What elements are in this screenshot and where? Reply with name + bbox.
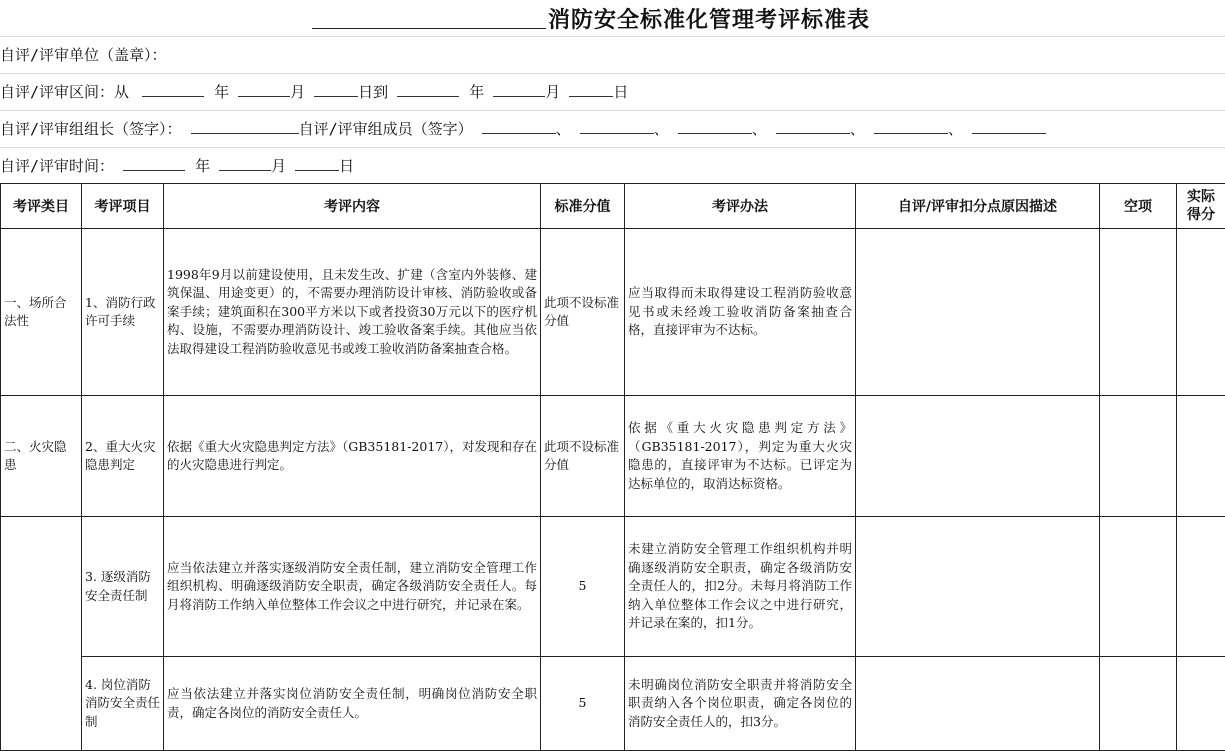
row-actual-score-cell[interactable]	[1177, 229, 1225, 396]
row-item: 2、重大火灾隐患判定	[82, 396, 164, 517]
row-score: 5	[541, 517, 625, 657]
header-item: 考评项目	[82, 184, 164, 229]
row-score: 此项不设标准分值	[541, 229, 625, 396]
row-empty-item-cell[interactable]	[1100, 517, 1177, 657]
row-method: 未明确岗位消防安全职责并将消防安全职责纳入各个岗位职责，确定各岗位的消防安全责任人的，扣3分。	[625, 657, 856, 751]
header-score: 标准分值	[541, 184, 625, 229]
row-method: 应当取得而未取得建设工程消防验收意见书或未经竣工验收消防备案抽查合格，直接评审为不达标。	[625, 229, 856, 396]
row-actual-score-cell[interactable]	[1177, 517, 1225, 657]
row-deduction-reason-cell[interactable]	[856, 396, 1100, 517]
members-label: 自评/评审组成员（签字）	[299, 120, 473, 138]
period-from-year-label: 年	[214, 83, 229, 101]
row-item: 3. 逐级消防安全责任制	[82, 517, 164, 657]
row-deduction-reason-cell[interactable]	[856, 657, 1100, 751]
period-to-year-label: 年	[469, 83, 484, 101]
member-signature-blank[interactable]	[678, 115, 752, 134]
row-category	[1, 517, 82, 657]
title-bar	[0, 0, 1225, 36]
table-header-row	[1, 184, 1225, 229]
row-deduction-reason-cell[interactable]	[856, 517, 1100, 657]
row-item: 4. 岗位消防消防安全责任制	[82, 657, 164, 751]
time-month-blank[interactable]	[219, 152, 271, 171]
time-day-blank[interactable]	[295, 152, 339, 171]
period-to-month-label: 月	[545, 83, 560, 101]
member-separator: 、	[654, 120, 669, 138]
member-signature-blank[interactable]	[776, 115, 850, 134]
time-year-blank[interactable]	[123, 152, 185, 171]
row-empty-item-cell[interactable]	[1100, 229, 1177, 396]
time-day-label: 日	[339, 157, 354, 175]
member-signature-blank[interactable]	[874, 115, 948, 134]
page-title: 消防安全标准化管理考评标准表	[548, 3, 870, 34]
member-separator: 、	[556, 120, 571, 138]
member-separator: 、	[948, 120, 963, 138]
period-from-day-blank[interactable]	[314, 78, 358, 97]
table-row	[1, 657, 1225, 751]
period-from-month-blank[interactable]	[238, 78, 290, 97]
member-signature-blank[interactable]	[482, 115, 556, 134]
leader-label: 自评/评审组组长（签字）：	[0, 120, 182, 138]
header-content: 考评内容	[164, 184, 541, 229]
header-actual-score: 实际得分	[1177, 184, 1225, 229]
row-method: 未建立消防安全管理工作组织机构并明确逐级消防安全职责，确定各级消防安全责任人的，扣2分。未每月将消防工作纳入单位整体工作会议之中进行研究，并记录在案的，扣1分。	[625, 517, 856, 657]
period-to-day-label: 日	[613, 83, 628, 101]
time-year-label: 年	[195, 157, 210, 175]
row-empty-item-cell[interactable]	[1100, 396, 1177, 517]
row-content: 应当依法建立并落实逐级消防安全责任制，建立消防安全管理工作组织机构、明确逐级消防安全职责，确定各级消防安全责任人。每月将消防工作纳入单位整体工作会议之中进行研究，并记录在案。	[164, 517, 541, 657]
table-row	[1, 229, 1225, 396]
row-score: 5	[541, 657, 625, 751]
header-deduction-reason: 自评/评审扣分点原因描述	[856, 184, 1100, 229]
table-row	[1, 517, 1225, 657]
row-content: 1998年9月以前建设使用，且未发生改、扩建（含室内外装修、建筑保温、用途变更）的，不需要办理消防设计审核、消防验收或备案手续；建筑面积在300平方米以下或者投资30万元以下的医疗机构、设施，不需要办理消防设计、竣工验收备案手续。其他应当依法取得建设工程消防验收意见书或竣工验收消防备案抽查合格。	[164, 229, 541, 396]
time-row	[0, 147, 1225, 184]
table-row	[1, 396, 1225, 517]
title-unit-blank[interactable]	[312, 28, 546, 29]
period-label: 自评/评审区间：从	[0, 83, 129, 101]
member-separator: 、	[752, 120, 767, 138]
period-to-month-blank[interactable]	[493, 78, 545, 97]
row-empty-item-cell[interactable]	[1100, 657, 1177, 751]
time-month-label: 月	[271, 157, 286, 175]
period-from-year-blank[interactable]	[142, 78, 204, 97]
period-row	[0, 73, 1225, 110]
row-category: 二、火灾隐患	[1, 396, 82, 517]
header-empty-item: 空项	[1100, 184, 1177, 229]
header-method: 考评办法	[625, 184, 856, 229]
leader-row	[0, 110, 1225, 147]
period-to-day-blank[interactable]	[569, 78, 613, 97]
evaluation-table	[0, 183, 1225, 751]
row-score: 此项不设标准分值	[541, 396, 625, 517]
row-category	[1, 657, 82, 751]
member-signature-blank[interactable]	[580, 115, 654, 134]
member-signature-blank[interactable]	[972, 115, 1046, 134]
row-deduction-reason-cell[interactable]	[856, 229, 1100, 396]
member-separator: 、	[850, 120, 865, 138]
period-from-month-label: 月	[290, 83, 305, 101]
period-day-to-label: 日到	[358, 83, 388, 101]
row-category: 一、场所合法性	[1, 229, 82, 396]
unit-row	[0, 36, 1225, 73]
unit-label: 自评/评审单位（盖章）：	[0, 46, 167, 64]
row-method: 依据《重大火灾隐患判定方法》（GB35181-2017），判定为重大火灾隐患的，直接评审为不达标。已评定为达标单位的，取消达标资格。	[625, 396, 856, 517]
header-category: 考评类目	[1, 184, 82, 229]
row-item: 1、消防行政许可手续	[82, 229, 164, 396]
leader-signature-blank[interactable]	[191, 115, 299, 134]
period-to-year-blank[interactable]	[397, 78, 459, 97]
row-actual-score-cell[interactable]	[1177, 396, 1225, 517]
time-label: 自评/评审时间：	[0, 157, 114, 175]
row-actual-score-cell[interactable]	[1177, 657, 1225, 751]
row-content: 应当依法建立并落实岗位消防安全责任制，明确岗位消防安全职责，确定各岗位的消防安全责任人。	[164, 657, 541, 751]
row-content: 依据《重大火灾隐患判定方法》（GB35181-2017），对发现和存在的火灾隐患进行判定。	[164, 396, 541, 517]
